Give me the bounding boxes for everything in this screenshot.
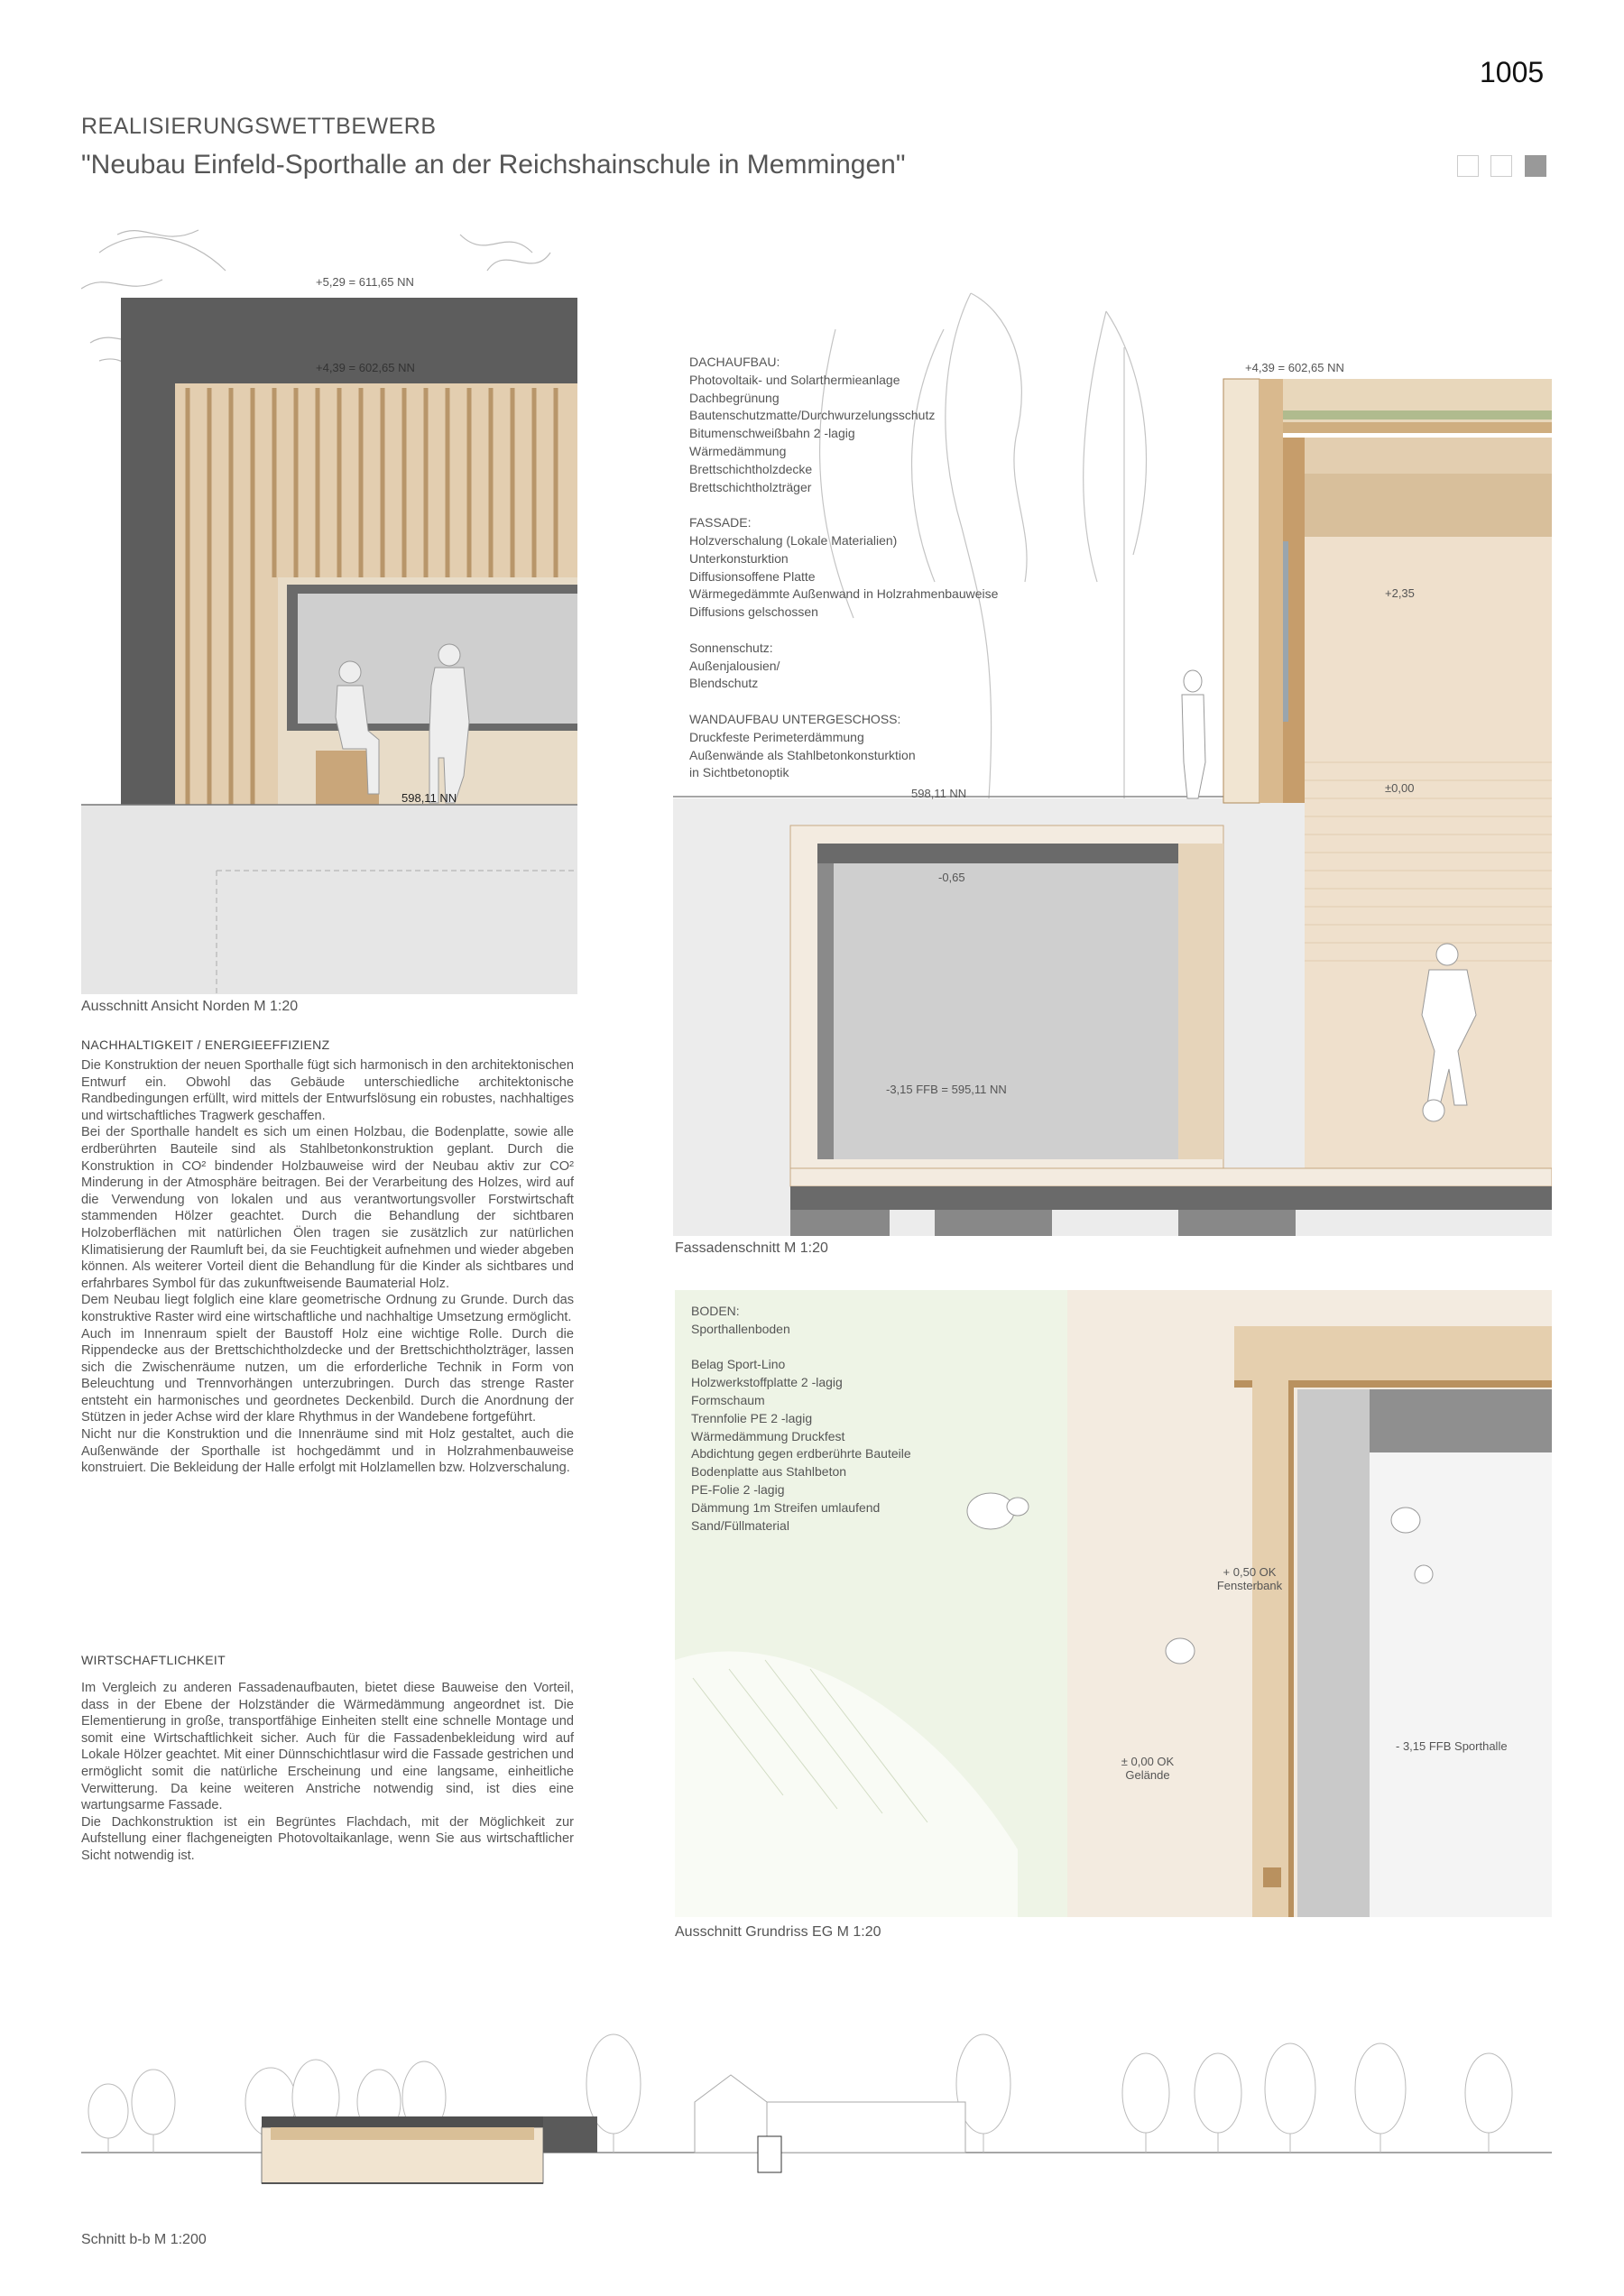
page-indicator-2 bbox=[1490, 155, 1512, 177]
spec-line: Dämmung 1m Streifen umlaufend bbox=[691, 1499, 881, 1515]
competition-title: REALISIERUNGSWETTBEWERB bbox=[81, 114, 437, 139]
elevation-level-ground: 598,11 NN bbox=[401, 791, 457, 805]
page-indicator-3-active bbox=[1525, 155, 1546, 177]
sill-level-name: Fensterbank bbox=[1216, 1579, 1283, 1592]
section-level-ffb: -3,15 FFB = 595,11 NN bbox=[886, 1083, 1007, 1096]
spec-line: Sand/Füllmaterial bbox=[691, 1517, 789, 1533]
sill-level-value: + 0,50 OK bbox=[1223, 1565, 1277, 1579]
spec-title: BODEN: bbox=[691, 1304, 740, 1318]
economy-text bbox=[81, 1680, 574, 1865]
spec-line: Belag Sport-Lino bbox=[691, 1357, 786, 1372]
section-level-ground: 598,11 NN bbox=[911, 787, 967, 800]
spec-line: Blendschutz bbox=[689, 676, 759, 691]
section-level-zero: ±0,00 bbox=[1385, 781, 1415, 795]
spec-line: Diffusions gelschossen bbox=[689, 604, 818, 620]
sustainability-text bbox=[81, 1057, 574, 1477]
page-indicator-1 bbox=[1457, 155, 1479, 177]
spec-title: FASSADE: bbox=[689, 515, 752, 530]
spec-line: Brettschichtholzträger bbox=[689, 479, 812, 494]
spec-line: Brettschichtholzdecke bbox=[689, 461, 813, 476]
section-level-window: +2,35 bbox=[1385, 586, 1415, 600]
facade-section-caption: Fassadenschnitt M 1:20 bbox=[675, 1240, 828, 1256]
paragraph: Nicht nur die Konstruktion und die Innenräume sind mit Holz gestaltet, auch die Außenwände der Sporthalle ist hochgedämmt und in Holzrahmenbauweise konstruiert. Die Bekleidung der Halle erfolgt mit Holzlamellen bzw. Holzverschalung. bbox=[81, 1427, 574, 1476]
section-heading-sustainability: NACHHALTIGKEIT / ENERGIEEFFIZIENZ bbox=[81, 1037, 330, 1052]
paragraph: Im Vergleich zu anderen Fassadenaufbauten, bietet diese Bauweise den Vorteil, dass in der Ebene der Holzständer die Wärmedämmung angeordnet ist. Die Elementierung in große, transportfähige Einheiten stellt eine schnelle Montage und somit eine Wirtschaftlichkeit sicher. Auch für die Fassadenbekleidung wird auf Lokale Hölzer geachtet. Mit einer Dünnschichtlasur wird die Fassade gestrichen und ermöglicht somit die natürliche Erscheinung und eine langsame, einheitliche Verwitterung. Da keine weiteren Anstriche notwendig sind, ist dies eine wartungsarme Fassade. bbox=[81, 1681, 574, 1813]
plan-label-hall-level: - 3,15 FFB Sporthalle bbox=[1396, 1739, 1508, 1753]
spec-line: Außenjalousien/ bbox=[689, 658, 780, 673]
elevation-caption: Ausschnitt Ansicht Norden M 1:20 bbox=[81, 999, 299, 1014]
roof-build-up-spec bbox=[689, 354, 998, 782]
elevation-level-top: +5,29 = 611,65 NN bbox=[316, 275, 414, 289]
section-level-minus065: -0,65 bbox=[938, 871, 965, 884]
paragraph: Bei der Sporthalle handelt es sich um einen Holzbau, die Bodenplatte, sowie alle erdberührten Bauteile sind als Stahlbetonkonstruktion geplant. Durch die Konstruktion in CO² bindender Holzbauweise wird der Neubau aktiv zur CO² Minderung in der Atmosphäre beitragen. Bei der Verarbeitung des Holzes, wird auf die Verwendung von lokalen und aus verantwortungsvoller Forstwirtschaft stammenden Hölzer geachtet. Durch die Behandlung der sichtbaren Holzoberflächen mit natürlichen Ölen tragen sie zusätzlich zur natürlichen Klimatisierung der Raumluft bei, da sie Feuchtigkeit aufnehmen und wieder abgeben können. Als weiterer Vorteil dient die Behandlung für die Kinder als sichtbares und erfahrbares Symbol für das zukunftweisende Baumaterial Holz. bbox=[81, 1125, 574, 1291]
terrain-level-name: Gelände bbox=[1125, 1768, 1170, 1782]
spec-line: Bodenplatte aus Stahlbeton bbox=[691, 1464, 847, 1480]
spec-line: Wärmegedämmte Außenwand in Holzrahmenbauweise bbox=[689, 586, 999, 602]
spec-line: Dachbegrünung bbox=[689, 390, 780, 405]
section-heading-economy: WIRTSCHAFTLICHKEIT bbox=[81, 1653, 226, 1667]
spec-line: Wärmedämmung bbox=[689, 443, 787, 458]
paragraph: Dem Neubau liegt folglich eine klare geometrische Ordnung zu Grunde. Durch das konstruktive Raster wird eine wirtschaftliche und nachhaltige Umsetzung ermöglicht. bbox=[81, 1293, 574, 1324]
floor-plan-caption: Ausschnitt Grundriss EG M 1:20 bbox=[675, 1924, 881, 1940]
spec-title: WANDAUFBAU UNTERGESCHOSS: bbox=[689, 711, 901, 726]
plan-label-terrain bbox=[1103, 1755, 1193, 1782]
plan-label-sill bbox=[1200, 1565, 1299, 1592]
project-subtitle: "Neubau Einfeld-Sporthalle an der Reichshainschule in Memmingen" bbox=[81, 150, 906, 180]
spec-line: Diffusionsoffene Platte bbox=[689, 568, 816, 584]
spec-line: Druckfeste Perimeterdämmung bbox=[689, 729, 864, 744]
spec-line: Holzwerkstoffplatte 2 -lagig bbox=[691, 1375, 843, 1390]
terrain-level-value: ± 0,00 OK bbox=[1121, 1755, 1175, 1768]
floor-build-up-spec bbox=[691, 1303, 911, 1535]
spec-line: Abdichtung gegen erdberührte Bauteile bbox=[691, 1446, 911, 1462]
spec-line: Holzverschalung (Lokale Materialien) bbox=[689, 532, 898, 548]
spec-line: Unterkonsturktion bbox=[689, 550, 789, 566]
spec-title: DACHAUFBAU: bbox=[689, 355, 780, 369]
spec-line: Photovoltaik- und Solarthermieanlage bbox=[689, 372, 900, 387]
spec-title: Sonnenschutz: bbox=[689, 640, 773, 655]
paragraph: Die Dachkonstruktion ist ein Begrüntes Flachdach, mit der Möglichkeit zur Aufstellung einer flachgeneigten Photovoltaikanlage, wenn Sie aus wirtschaftlicher Sicht notwendig ist. bbox=[81, 1814, 574, 1863]
spec-line: Formschaum bbox=[691, 1392, 765, 1407]
spec-line: PE-Folie 2 -lagig bbox=[691, 1481, 785, 1497]
site-section-drawing bbox=[81, 1994, 1552, 2210]
paragraph: Auch im Innenraum spielt der Baustoff Holz eine wichtige Rolle. Durch die Rippendecke aus der Brettschichtholzdecke und der Brettschichtholzträger, lassen sich die Zwischenräume nutzen, um die erforderliche Technik in Form von Beleuchtung und Trennvorhängen unterzubringen. Durch das strenge Raster entsteht ein harmonisches und geordnetes Deckenbild. Durch die Anordnung der Stützen in jeder Achse wird der klare Rhythmus in der Wandebene fortgeführt. bbox=[81, 1326, 574, 1425]
spec-line: in Sichtbetonoptik bbox=[689, 765, 789, 780]
north-elevation-drawing bbox=[81, 217, 577, 994]
site-section-caption: Schnitt b-b M 1:200 bbox=[81, 2232, 207, 2247]
spec-line: Trennfolie PE 2 -lagig bbox=[691, 1410, 813, 1425]
spec-line: Bautenschutzmatte/Durchwurzelungsschutz bbox=[689, 408, 936, 423]
spec-line: Außenwände als Stahlbetonkonsturktion bbox=[689, 747, 916, 762]
section-level-roof: +4,39 = 602,65 NN bbox=[1245, 361, 1344, 374]
spec-line: Bitumenschweißbahn 2 -lagig bbox=[689, 426, 855, 441]
elevation-level-roof: +4,39 = 602,65 NN bbox=[316, 361, 415, 374]
spec-line: Sporthallenboden bbox=[691, 1321, 790, 1336]
paragraph: Die Konstruktion der neuen Sporthalle fügt sich harmonisch in den architektonischen Entwurf ein. Obwohl das Gebäude unterschiedliche architektonische Randbedingungen erfüllt, wird mittels der Entwurfslösung ein robustes, nachhaltiges und wirtschaftliches Tragwerk geschaffen. bbox=[81, 1058, 574, 1123]
page-number: 1005 bbox=[1480, 56, 1545, 88]
spec-line: Wärmedämmung Druckfest bbox=[691, 1428, 845, 1443]
